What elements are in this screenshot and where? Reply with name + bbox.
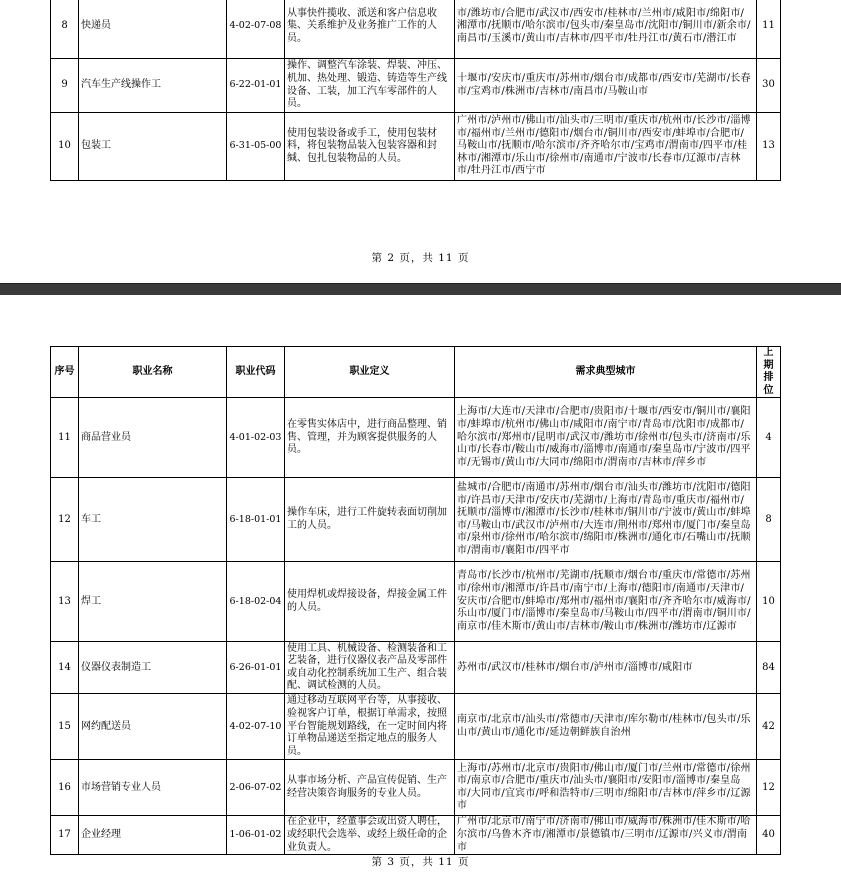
demand-cities: 广州市/北京市/南宁市/济南市/佛山市/威海市/株洲市/佳木斯市/哈尔滨市/乌鲁木齐市/湘潭市/景德镇市/三明市/辽源市/兴义市/渭南市	[455, 816, 757, 855]
occupation-definition: 从事快件揽收、派送和客户信息收集、关系维护及业务推广工作的人员。	[285, 0, 455, 59]
occupation-definition: 使用焊机或焊接设备，焊接金属工件的人员。	[285, 562, 455, 642]
previous-rank: 13	[757, 113, 781, 181]
occupation-code: 4-01-02-03	[227, 398, 285, 478]
previous-rank: 8	[757, 478, 781, 562]
occupation-name: 仪器仪表制造工	[79, 642, 227, 694]
occupation-name: 焊工	[79, 562, 227, 642]
occupation-name: 市场营销专业人员	[79, 760, 227, 816]
demand-cities: 广州市/泸州市/佛山市/汕头市/三明市/重庆市/杭州市/长沙市/淄博市/福州市/兰州市/德阳市/烟台市/铜川市/西安市/蚌埠市/合肥市/马鞍山市/抚顺市/哈尔滨市/齐齐哈尔市/宝鸡市/渭南市/四平市/桂林市/湘潭市/乐山市/徐州市/南通市/宁波市/长春市/辽源市/吉林市/牡丹江市/西宁市	[455, 113, 757, 181]
occupation-definition: 操作、调整汽车涂装、焊装、冲压、机加、热处理、锻造、铸造等生产线设备、工装，加工汽车零部件的人员。	[285, 59, 455, 113]
page-footer-2: 第 2 页，共 11 页	[371, 252, 470, 264]
table-row	[51, 562, 781, 642]
header-code: 职业代码	[227, 347, 285, 398]
row-number: 17	[51, 816, 79, 855]
occupation-definition: 使用工具、机械设备、检测装备和工艺装备，进行仪器仪表产品及零部件或自动化控制系统加工生产、组合装配、调试检测的人员。	[285, 642, 455, 694]
table-row	[51, 694, 781, 760]
demand-cities: 十堰市/安庆市/重庆市/苏州市/烟台市/成都市/西安市/芜湖市/长春市/宝鸡市/株洲市/吉林市/南昌市/马鞍山市	[455, 59, 757, 113]
previous-rank: 30	[757, 59, 781, 113]
table-row	[51, 398, 781, 478]
demand-cities: 上海市/苏州市/北京市/贵阳市/佛山市/厦门市/兰州市/常德市/徐州市/南京市/合肥市/重庆市/汕头市/襄阳市/安阳市/淄博市/秦皇岛市/大同市/宜宾市/呼和浩特市/三明市/绵阳市/吉林市/萍乡市/辽源市	[455, 760, 757, 816]
occupation-definition: 在零售实体店中，进行商品整理、销售、管理，并为顾客提供服务的人员。	[285, 398, 455, 478]
header-rank: 上期排位	[757, 347, 781, 398]
occupation-name: 企业经理	[79, 816, 227, 855]
row-number: 8	[51, 0, 79, 59]
previous-rank: 12	[757, 760, 781, 816]
occupation-code: 6-18-02-04	[227, 562, 285, 642]
occupation-code: 6-31-05-00	[227, 113, 285, 181]
occupation-definition: 操作车床，进行工件旋转表面切削加工的人员。	[285, 478, 455, 562]
previous-rank: 10	[757, 562, 781, 642]
occupation-definition: 通过移动互联网平台等，从事接收、验视客户订单，根据订单需求，按照平台智能规划路线，在一定时间内将订单物品递送至指定地点的服务人员。	[285, 694, 455, 760]
occupation-table-page-2	[50, 0, 781, 181]
demand-cities: 上海市/大连市/天津市/合肥市/贵阳市/十堰市/西安市/铜川市/襄阳市/蚌埠市/杭州市/佛山市/咸阳市/南宁市/青岛市/沈阳市/成都市/哈尔滨市/郑州市/昆明市/武汉市/潍坊市/徐州市/包头市/济南市/乐山市/长春市/鞍山市/威海市/淄博市/南通市/秦皇岛市/宁波市/四平市/无锡市/黄山市/大同市/绵阳市/渭南市/吉林市/萍乡市	[455, 398, 757, 478]
header-name: 职业名称	[79, 347, 227, 398]
row-number: 15	[51, 694, 79, 760]
occupation-name: 汽车生产线操作工	[79, 59, 227, 113]
occupation-code: 4-02-07-08	[227, 0, 285, 59]
occupation-definition: 从事市场分析、产品宣传促销、生产经营决策咨询服务的专业人员。	[285, 760, 455, 816]
previous-rank: 42	[757, 694, 781, 760]
table-header-row	[51, 347, 781, 398]
table-row	[51, 113, 781, 181]
demand-cities: 市/潍坊市/合肥市/武汉市/西安市/桂林市/兰州市/咸阳市/绵阳市/湘潭市/抚顺市/哈尔滨市/包头市/秦皇岛市/沈阳市/铜川市/新余市/南昌市/玉溪市/黄山市/吉林市/四平市/牡丹江市/黄石市/潜江市	[455, 0, 757, 59]
occupation-code: 6-26-01-01	[227, 642, 285, 694]
table-row	[51, 642, 781, 694]
occupation-name: 商品营业员	[79, 398, 227, 478]
row-number: 11	[51, 398, 79, 478]
demand-cities: 青岛市/长沙市/杭州市/芜湖市/抚顺市/烟台市/重庆市/常德市/苏州市/徐州市/湘潭市/许昌市/南宁市/上海市/德阳市/南通市/天津市/安庆市/合肥市/蚌埠市/郑州市/福州市/襄阳市/齐齐哈尔市/威海市/乐山市/厦门市/淄博市/秦皇岛市/马鞍山市/四平市/渭南市/铜川市/南京市/佳木斯市/黄山市/吉林市/鞍山市/株洲市/潍坊市/辽源市	[455, 562, 757, 642]
occupation-name: 包装工	[79, 113, 227, 181]
header-no: 序号	[51, 347, 79, 398]
demand-cities: 盐城市/合肥市/南通市/苏州市/烟台市/汕头市/潍坊市/沈阳市/德阳市/许昌市/天津市/安庆市/芜湖市/上海市/青岛市/重庆市/福州市/抚顺市/淄博市/湘潭市/长沙市/桂林市/铜川市/宁波市/黄山市/蚌埠市/马鞍山市/武汉市/泸州市/大连市/荆州市/郑州市/厦门市/秦皇岛市/泉州市/徐州市/哈尔滨市/绵阳市/株洲市/通化市/石嘴山市/抚顺市/渭南市/襄阳市/四平市	[455, 478, 757, 562]
occupation-table-page-3	[50, 346, 781, 855]
row-number: 12	[51, 478, 79, 562]
occupation-name: 车工	[79, 478, 227, 562]
page-2-fragment	[0, 0, 841, 283]
table-row	[51, 478, 781, 562]
occupation-code: 1-06-01-02	[227, 816, 285, 855]
page-footer-3: 第 3 页，共 11 页	[371, 856, 470, 868]
occupation-definition: 在企业中，经董事会或出资人聘任，或经职代会选举、或经上级任命的企业负责人。	[285, 816, 455, 855]
previous-rank: 84	[757, 642, 781, 694]
demand-cities: 苏州市/武汉市/桂林市/烟台市/泸州市/淄博市/咸阳市	[455, 642, 757, 694]
row-number: 14	[51, 642, 79, 694]
occupation-name: 网约配送员	[79, 694, 227, 760]
row-number: 13	[51, 562, 79, 642]
occupation-code: 6-18-01-01	[227, 478, 285, 562]
demand-cities: 南京市/北京市/汕头市/常德市/天津市/库尔勒市/桂林市/包头市/乐山市/黄山市/通化市/延边朝鲜族自治州	[455, 694, 757, 760]
previous-rank: 11	[757, 0, 781, 59]
previous-rank: 4	[757, 398, 781, 478]
occupation-code: 2-06-07-02	[227, 760, 285, 816]
row-number: 9	[51, 59, 79, 113]
header-cities: 需求典型城市	[455, 347, 757, 398]
row-number: 16	[51, 760, 79, 816]
row-number: 10	[51, 113, 79, 181]
page-3-fragment	[0, 295, 841, 888]
table-row	[51, 0, 781, 59]
table-row	[51, 760, 781, 816]
header-definition: 职业定义	[285, 347, 455, 398]
table-row	[51, 816, 781, 855]
occupation-code: 6-22-01-01	[227, 59, 285, 113]
occupation-definition: 使用包装设备或手工，使用包装材料，将包装物品装入包装容器和封缄、包扎包装物品的人员。	[285, 113, 455, 181]
previous-rank: 40	[757, 816, 781, 855]
occupation-code: 4-02-07-10	[227, 694, 285, 760]
occupation-name: 快递员	[79, 0, 227, 59]
table-row	[51, 59, 781, 113]
